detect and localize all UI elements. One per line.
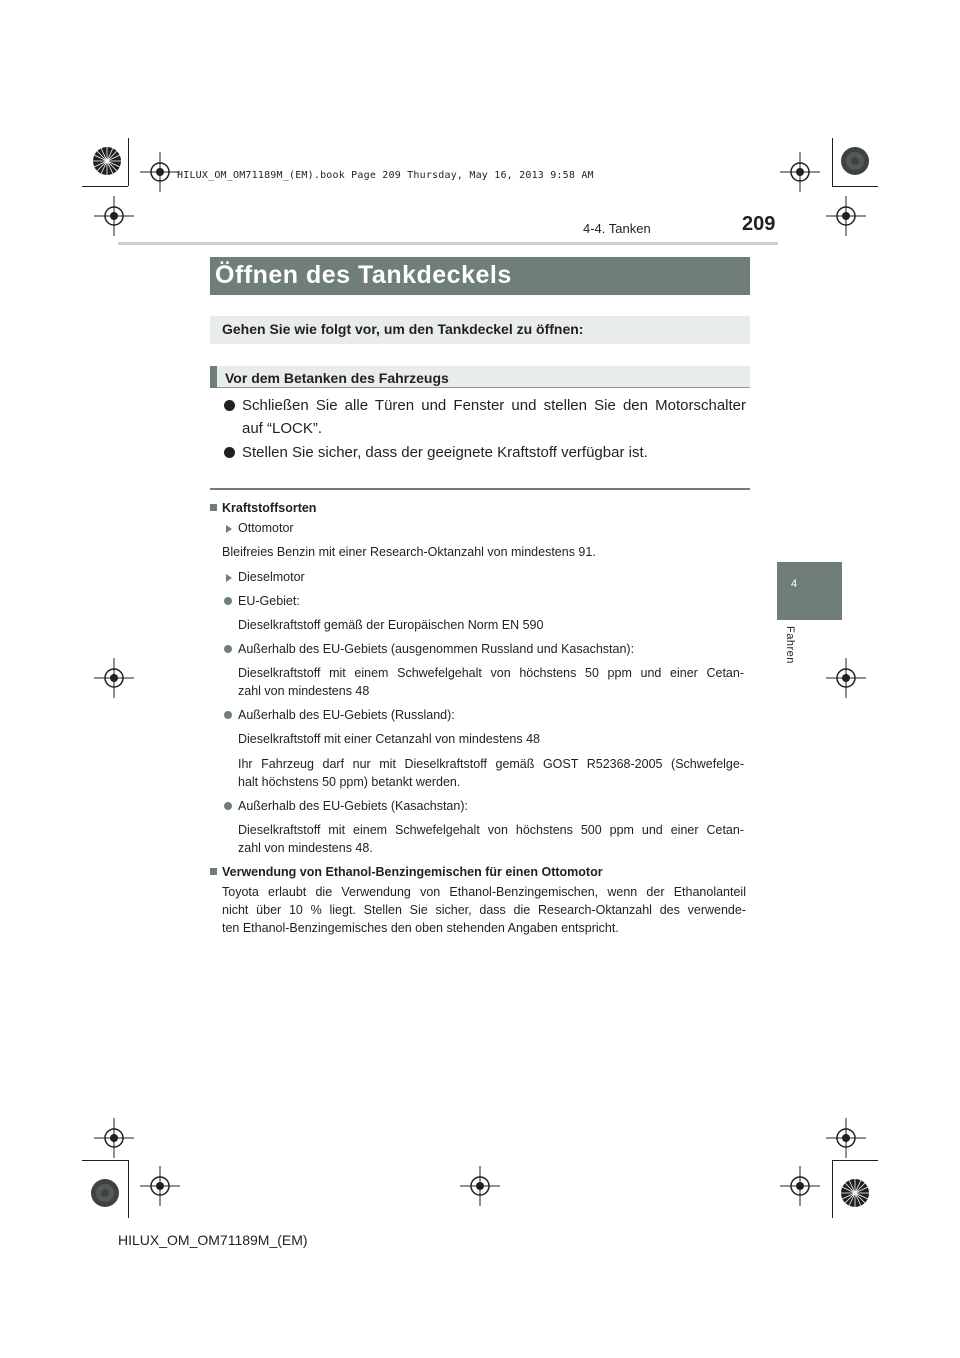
header-rule xyxy=(118,242,778,245)
region-label: Außerhalb des EU-Gebiets (ausgenommen Russland und Kasachstan): xyxy=(238,642,635,656)
registration-mark-icon xyxy=(94,1118,134,1158)
engine-label: Ottomotor xyxy=(238,521,294,535)
note-text: halt höchstens 50 ppm) betankt werden. xyxy=(238,775,461,789)
arrow-bullet-icon xyxy=(226,525,232,533)
note-text: Toyota erlaubt die Verwendung von Ethanol-Benzingemischen, wenn der Ethanolanteil xyxy=(222,885,746,899)
crop-mark xyxy=(128,1160,129,1218)
square-bullet-icon xyxy=(210,504,217,511)
registration-mark-icon xyxy=(140,1166,180,1206)
step-bullet xyxy=(224,447,235,458)
round-bullet-icon xyxy=(224,645,232,653)
round-bullet-icon xyxy=(224,711,232,719)
page-number: 209 xyxy=(742,213,776,235)
note-text: Dieselkraftstoff mit einem Schwefelgehalt von höchstens 500 ppm und einer Cetan- xyxy=(238,823,744,837)
region-label: Außerhalb des EU-Gebiets (Kasachstan): xyxy=(238,799,468,813)
footer-code: HILUX_OM_OM71189M_(EM) xyxy=(118,1232,308,1248)
note-text: Ihr Fahrzeug darf nur mit Dieselkraftstoff gemäß GOST R52368-2005 (Schwefelge- xyxy=(238,757,744,771)
step-text: Schließen Sie alle Türen und Fenster und stellen Sie den Motorschalter xyxy=(242,397,746,414)
grey-target-icon xyxy=(90,1178,120,1208)
region-label: EU-Gebiet: xyxy=(238,594,300,608)
chapter-label: Fahren xyxy=(784,626,796,664)
engine-label: Dieselmotor xyxy=(238,570,305,584)
crop-mark xyxy=(832,186,878,187)
square-bullet-icon xyxy=(210,868,217,875)
registration-mark-icon xyxy=(826,196,866,236)
note-text: Dieselkraftstoff mit einem Schwefelgehalt von höchstens 50 ppm und einer Cetan- xyxy=(238,666,744,680)
registration-mark-icon xyxy=(780,1166,820,1206)
registration-mark-icon xyxy=(140,152,180,192)
registration-mark-icon xyxy=(826,658,866,698)
subsection-accent xyxy=(210,366,217,388)
note-text: ten Ethanol-Benzingemisches den oben stehenden Angaben entspricht. xyxy=(222,921,619,935)
note-text: nicht über 10 % liegt. Stellen Sie sicher, dass die Research-Oktanzahl des verwende- xyxy=(222,903,746,917)
crop-mark xyxy=(128,138,129,186)
section-reference: 4-4. Tanken xyxy=(583,221,651,236)
subsection-heading: Vor dem Betanken des Fahrzeugs xyxy=(225,370,449,386)
intro-text: Gehen Sie wie folgt vor, um den Tankdeckel zu öffnen: xyxy=(222,321,584,337)
note-text: Dieselkraftstoff mit einer Cetanzahl von mindestens 48 xyxy=(238,732,541,746)
round-bullet-icon xyxy=(224,597,232,605)
note-text: zahl von mindestens 48 xyxy=(238,684,370,698)
step-bullet xyxy=(224,400,235,411)
registration-mark-icon xyxy=(826,1118,866,1158)
page-title: Öffnen des Tankdeckels xyxy=(215,261,512,289)
section-rule xyxy=(210,488,750,490)
note-text: zahl von mindestens 48. xyxy=(238,841,373,855)
step-text: auf “LOCK”. xyxy=(242,420,323,437)
region-label: Außerhalb des EU-Gebiets (Russland): xyxy=(238,708,455,722)
starburst-target-icon xyxy=(840,1178,870,1208)
round-bullet-icon xyxy=(224,802,232,810)
crop-mark xyxy=(832,1160,833,1218)
arrow-bullet-icon xyxy=(226,574,232,582)
step-text: Stellen Sie sicher, dass der geeignete Kraftstoff verfügbar ist. xyxy=(242,444,648,461)
registration-mark-icon xyxy=(94,658,134,698)
crop-mark xyxy=(82,1160,128,1161)
book-stamp: HILUX_OM_OM71189M_(EM).book Page 209 Thursday, May 16, 2013 9:58 AM xyxy=(177,170,594,181)
crop-mark xyxy=(832,138,833,186)
registration-mark-icon xyxy=(94,196,134,236)
chapter-number: 4 xyxy=(791,578,798,590)
registration-mark-icon xyxy=(460,1166,500,1206)
registration-mark-icon xyxy=(780,152,820,192)
note-text: Dieselkraftstoff gemäß der Europäischen Norm EN 590 xyxy=(238,618,544,632)
chapter-tab xyxy=(777,562,842,620)
crop-mark xyxy=(832,1160,878,1161)
starburst-target-icon xyxy=(92,146,122,176)
crop-mark xyxy=(82,186,128,187)
note-heading: Kraftstoffsorten xyxy=(222,501,317,515)
note-text: Bleifreies Benzin mit einer Research-Oktanzahl von mindestens 91. xyxy=(222,545,596,559)
note-heading: Verwendung von Ethanol-Benzingemischen für einen Ottomotor xyxy=(222,865,603,879)
grey-target-icon xyxy=(840,146,870,176)
